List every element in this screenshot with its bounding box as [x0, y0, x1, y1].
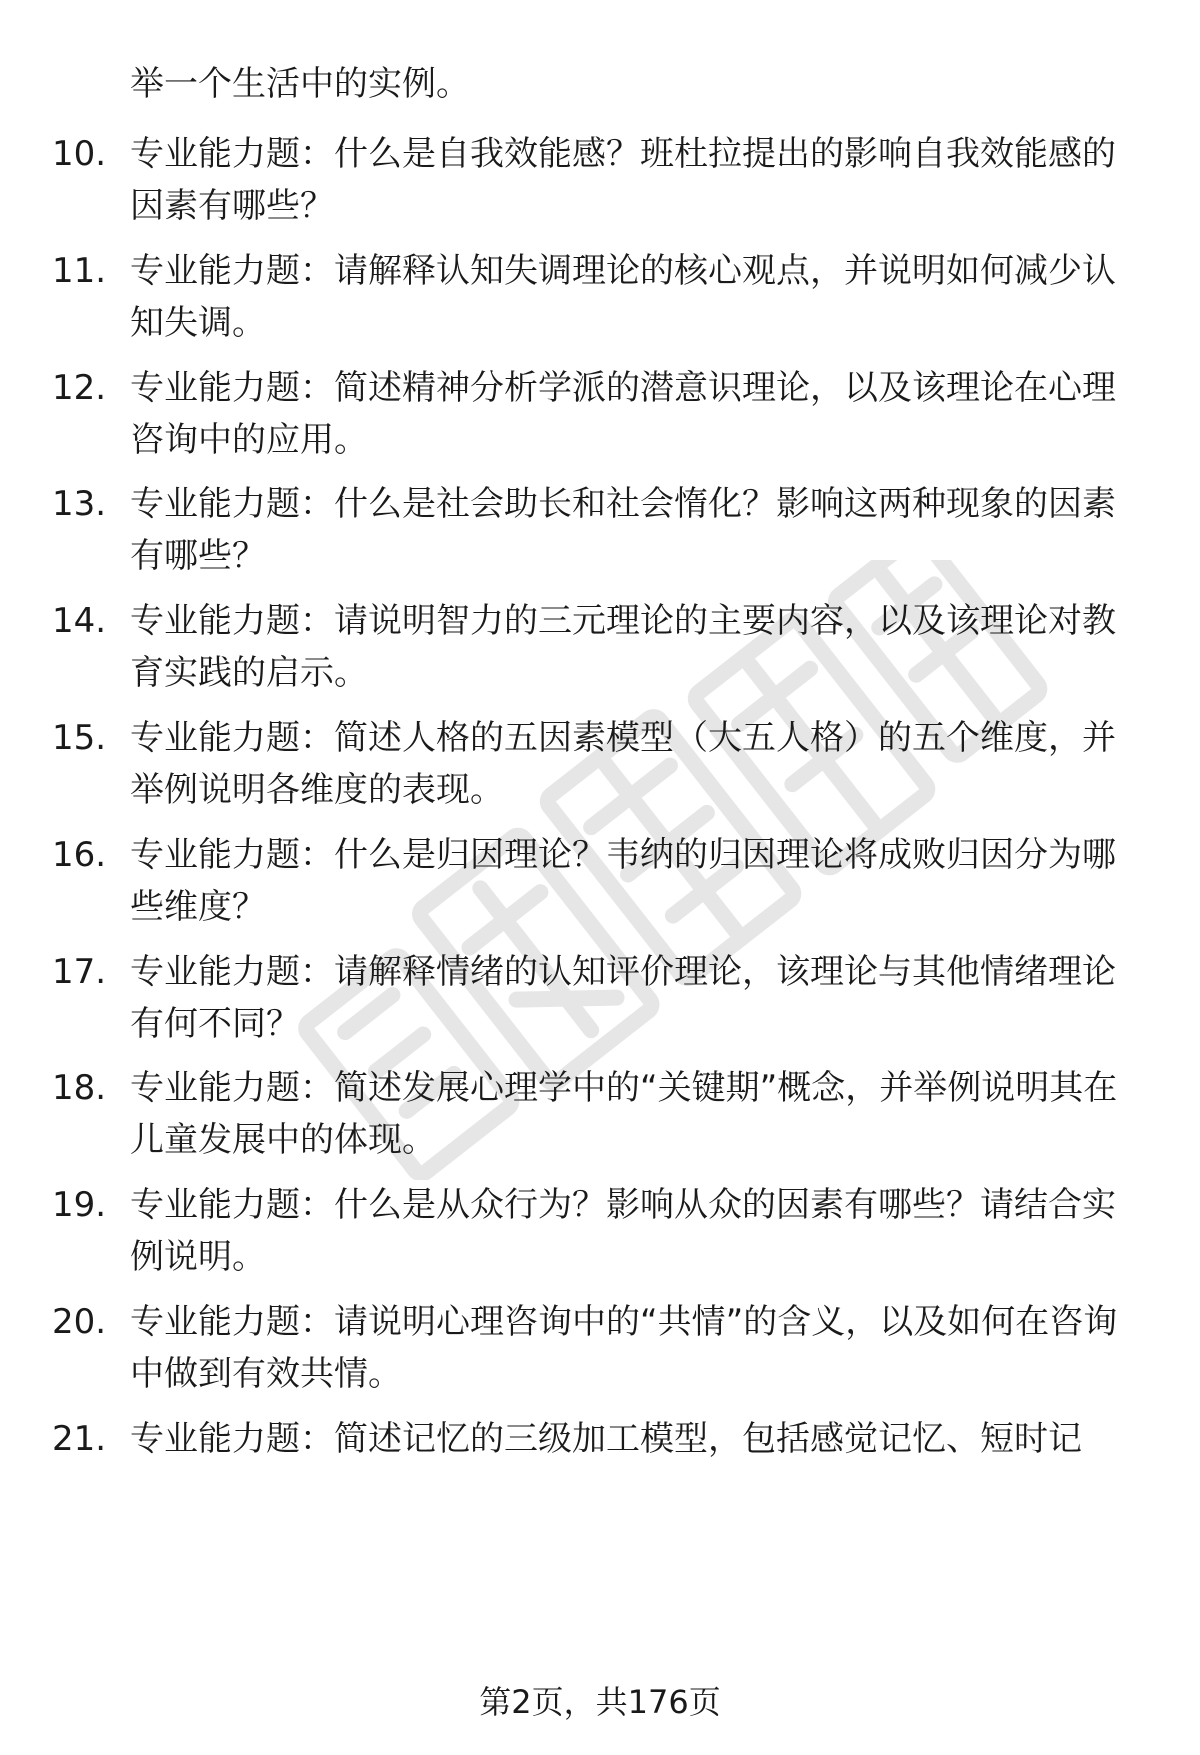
- item-text: 专业能力题：什么是自我效能感？班杜拉提出的影响自我效能感的因素有哪些？: [130, 134, 1116, 226]
- list-item: [52, 1296, 1152, 1400]
- item-text: 专业能力题：什么是从众行为？影响从众的因素有哪些？请结合实例说明。: [130, 1185, 1116, 1278]
- page-footer: 第2页，共176页: [479, 1683, 721, 1721]
- item-number: 21.: [52, 1418, 107, 1459]
- item-number: 12.: [52, 367, 107, 408]
- item-number: 19.: [52, 1185, 107, 1226]
- item-text: 专业能力题：请解释认知失调理论的核心观点，并说明如何减少认知失调。: [130, 250, 1116, 343]
- list-item: [52, 245, 1152, 349]
- item-text: 专业能力题：什么是归因理论？韦纳的归因理论将成败归因分为哪些维度？: [130, 834, 1116, 927]
- item-number: 17.: [52, 951, 107, 992]
- item-number: 16.: [52, 834, 107, 875]
- item-text: 专业能力题：请说明心理咨询中的“共情”的含义，以及如何在咨询中做到有效共情。: [130, 1302, 1118, 1394]
- list-item: [52, 712, 1152, 816]
- list-item: [52, 1179, 1152, 1283]
- item-number: 11.: [52, 250, 107, 291]
- list-item: [52, 946, 1152, 1050]
- item-number: 13.: [52, 484, 107, 525]
- list-item: [52, 362, 1152, 466]
- item-text: 专业能力题：简述精神分析学派的潜意识理论，以及该理论在心理咨询中的应用。: [130, 367, 1116, 460]
- list-item: [52, 128, 1152, 232]
- item-number: 18.: [52, 1068, 107, 1109]
- item-text: 专业能力题：请说明智力的三元理论的主要内容，以及该理论对教育实践的启示。: [130, 601, 1116, 694]
- item-text: 专业能力题：什么是社会助长和社会惰化？影响这两种现象的因素有哪些？: [130, 484, 1116, 577]
- item-number: 20.: [52, 1302, 107, 1342]
- item-number: 10.: [52, 134, 107, 174]
- item-number: 15.: [52, 718, 107, 758]
- item-text: 专业能力题：简述记忆的三级加工模型，包括感觉记忆、短时记: [130, 1418, 1082, 1459]
- continuation-text: 举一个生活中的实例。: [130, 64, 470, 104]
- list-item: [52, 1413, 1152, 1465]
- item-number: 14.: [52, 601, 107, 642]
- list-item: [52, 595, 1152, 699]
- list-item: [52, 829, 1152, 933]
- item-text: 专业能力题：简述发展心理学中的“关键期”概念，并举例说明其在儿童发展中的体现。: [130, 1068, 1118, 1161]
- item-text: 专业能力题：简述人格的五因素模型（大五人格）的五个维度，并举例说明各维度的表现。: [130, 718, 1116, 810]
- item-text: 专业能力题：请解释情绪的认知评价理论，该理论与其他情绪理论有何不同？: [130, 951, 1116, 1044]
- list-item: [52, 478, 1152, 582]
- list-item: [52, 1062, 1152, 1166]
